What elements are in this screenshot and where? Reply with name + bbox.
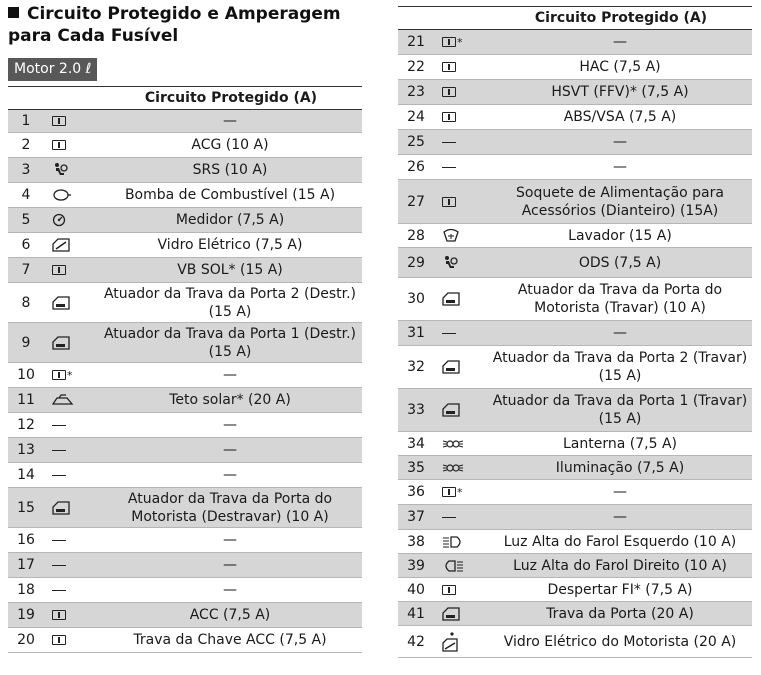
fuse-number: 6	[21, 237, 31, 253]
manual-icon	[434, 55, 488, 79]
table-row	[8, 488, 362, 528]
protected-circuit: HSVT (FFV)* (7,5 A)	[551, 84, 689, 100]
protected-circuit: —	[613, 484, 627, 500]
protected-circuit: VB SOL* (15 A)	[177, 262, 283, 278]
manual-icon	[44, 628, 98, 652]
protected-circuit: Teto solar* (20 A)	[169, 392, 291, 408]
protected-circuit: —	[613, 509, 627, 525]
table-row	[8, 208, 362, 233]
fuel-pump-icon	[44, 183, 98, 207]
protected-circuit: ACG (10 A)	[191, 137, 269, 153]
manual-icon	[44, 133, 98, 157]
fuse-number: 20	[17, 632, 35, 648]
table-row	[8, 438, 362, 463]
table-row	[398, 505, 752, 530]
table-row	[398, 224, 752, 248]
table-row	[398, 432, 752, 456]
protected-circuit: —	[223, 467, 237, 483]
protected-circuit: —	[223, 417, 237, 433]
fuse-table-left	[8, 86, 362, 653]
protected-circuit: —	[223, 113, 237, 129]
fuse-number: 19	[17, 607, 35, 623]
table-row	[398, 530, 752, 554]
protected-circuit: ODS (7,5 A)	[578, 254, 662, 271]
parking-light-icon	[434, 456, 488, 479]
table-row	[398, 80, 752, 105]
door-lock-icon	[44, 283, 98, 322]
table-header: Circuito Protegido (A)	[8, 86, 362, 110]
protected-circuit: Atuador da Trava da Porta 1 (Travar) (15 A)	[492, 393, 748, 427]
dash-icon	[434, 155, 488, 179]
sunroof-icon	[44, 388, 98, 412]
protected-circuit: Trava da Porta (20 A)	[546, 605, 694, 622]
dash-icon	[434, 321, 488, 345]
protected-circuit: SRS (10 A)	[192, 162, 268, 178]
table-row	[8, 158, 362, 183]
table-row	[398, 130, 752, 155]
fuse-number: 34	[407, 435, 425, 452]
table-row	[398, 456, 752, 480]
table-row	[8, 323, 362, 363]
protected-circuit: ABS/VSA (7,5 A)	[563, 109, 677, 125]
door-lock-icon	[44, 488, 98, 527]
protected-circuit: Soquete de Alimentação para Acessórios (Dianteiro) (15A)	[516, 184, 724, 219]
fuse-number: 17	[17, 557, 35, 573]
protected-circuit: —	[223, 557, 237, 573]
bullet-square	[8, 7, 19, 18]
fuse-number: 1	[21, 113, 31, 129]
fuse-number: 41	[407, 605, 425, 622]
fuse-number: 4	[21, 187, 31, 203]
table-row	[398, 55, 752, 80]
protected-circuit: —	[223, 367, 237, 383]
fuse-number: 23	[407, 84, 425, 100]
fuse-number: 28	[407, 227, 425, 244]
fuse-table-right	[398, 6, 752, 658]
table-row	[398, 626, 752, 658]
protected-circuit: ACC (7,5 A)	[189, 607, 271, 623]
fuse-number: 8	[21, 294, 31, 311]
table-row	[8, 283, 362, 323]
fuse-number: 29	[407, 254, 425, 271]
high-beam-left-icon	[434, 530, 488, 553]
table-row	[8, 578, 362, 603]
table-row	[398, 105, 752, 130]
fuse-number: 12	[17, 417, 35, 433]
door-lock-icon	[434, 278, 488, 320]
table-row	[8, 628, 362, 653]
asterisk: *	[457, 485, 463, 499]
dash-icon	[44, 553, 98, 577]
protected-circuit: Atuador da Trava da Porta 2 (Destr.) (15 A)	[103, 285, 357, 320]
airbag-icon	[44, 158, 98, 182]
table-row	[8, 363, 362, 388]
page-title: Circuito Protegido e Amperagem para Cada Fusível	[8, 4, 341, 46]
fuse-number: 18	[17, 582, 35, 598]
table-row	[8, 233, 362, 258]
table-row	[398, 346, 752, 389]
fuse-number: 32	[407, 359, 425, 375]
table-row	[398, 180, 752, 224]
fuse-number: 22	[407, 59, 425, 75]
door-lock-icon	[44, 323, 98, 362]
dash-icon	[44, 528, 98, 552]
fuse-number: 26	[407, 159, 425, 175]
fuse-number: 11	[17, 392, 35, 408]
manual-icon	[44, 258, 98, 282]
fuse-number: 2	[21, 137, 31, 153]
table-row	[8, 463, 362, 488]
table-body	[398, 30, 752, 658]
protected-circuit: Lavador (15 A)	[568, 227, 672, 244]
protected-circuit: —	[223, 532, 237, 548]
protected-circuit: —	[613, 134, 627, 150]
manual-icon	[434, 30, 488, 54]
table-row	[398, 248, 752, 278]
fuse-number: 38	[407, 533, 425, 550]
table-row	[8, 553, 362, 578]
fuse-number: 3	[21, 162, 31, 178]
protected-circuit: —	[223, 582, 237, 598]
door-lock-icon	[434, 389, 488, 431]
fuse-number: 7	[21, 262, 31, 278]
protected-circuit: Bomba de Combustível (15 A)	[124, 187, 336, 203]
fuse-number: 31	[407, 325, 425, 341]
dash-icon	[434, 505, 488, 529]
protected-circuit: Trava da Chave ACC (7,5 A)	[133, 632, 327, 648]
protected-circuit: —	[613, 159, 627, 175]
dash-icon	[44, 438, 98, 462]
door-lock-icon	[434, 602, 488, 625]
protected-circuit: —	[223, 442, 237, 458]
table-row	[8, 603, 362, 628]
protected-circuit: HAC (7,5 A)	[579, 59, 661, 75]
protected-circuit: —	[613, 34, 627, 50]
table-row	[398, 602, 752, 626]
asterisk: *	[457, 35, 463, 49]
manual-icon	[44, 603, 98, 627]
table-row	[398, 321, 752, 346]
table-row	[8, 183, 362, 208]
fuse-number: 39	[407, 557, 425, 574]
table-row	[398, 389, 752, 432]
protected-circuit: Vidro Elétrico do Motorista (20 A)	[503, 633, 737, 650]
table-row	[8, 388, 362, 413]
protected-circuit: Atuador da Trava da Porta 1 (Destr.) (15 A)	[103, 325, 357, 360]
high-beam-right-icon	[434, 554, 488, 577]
power-window-icon	[44, 233, 98, 257]
door-lock-icon	[434, 346, 488, 388]
table-header: Circuito Protegido (A)	[398, 6, 752, 30]
gauge-icon	[44, 208, 98, 232]
protected-circuit: —	[613, 325, 627, 341]
table-row	[398, 30, 752, 55]
protected-circuit: Luz Alta do Farol Direito (10 A)	[513, 557, 727, 574]
manual-icon	[44, 363, 98, 387]
table-row	[398, 554, 752, 578]
manual-icon	[434, 578, 488, 601]
fuse-number: 13	[17, 442, 35, 458]
protected-circuit: Iluminação (7,5 A)	[555, 459, 685, 476]
fuse-number: 16	[17, 532, 35, 548]
dash-icon	[44, 413, 98, 437]
manual-icon	[434, 180, 488, 223]
fuse-number: 36	[407, 484, 425, 500]
fuse-number: 42	[407, 633, 425, 650]
manual-icon	[434, 480, 488, 504]
protected-circuit: Medidor (7,5 A)	[175, 212, 285, 228]
fuse-number: 35	[407, 459, 425, 476]
manual-icon	[434, 105, 488, 129]
fuse-number: 9	[21, 334, 31, 351]
fuse-number: 10	[17, 367, 35, 383]
asterisk: *	[67, 368, 73, 382]
fuse-number: 24	[407, 109, 425, 125]
protected-circuit: Atuador da Trava da Porta do Motorista (Travar) (10 A)	[517, 282, 723, 316]
fuse-number: 30	[407, 291, 425, 307]
dash-icon	[44, 463, 98, 487]
washer-icon	[434, 224, 488, 247]
fuse-number: 33	[407, 402, 425, 418]
table-row	[8, 258, 362, 283]
protected-circuit: Atuador da Trava da Porta do Motorista (Destravar) (10 A)	[127, 490, 333, 525]
protected-circuit: Luz Alta do Farol Esquerdo (10 A)	[503, 533, 737, 550]
table-row	[398, 480, 752, 505]
table-row	[8, 413, 362, 438]
protected-circuit: Atuador da Trava da Porta 2 (Travar) (15 A)	[492, 350, 748, 384]
manual-icon	[44, 110, 98, 132]
fuse-number: 27	[407, 193, 425, 210]
table-row	[398, 278, 752, 321]
fuse-number: 37	[407, 509, 425, 525]
fuse-number: 15	[17, 499, 35, 516]
dash-icon	[434, 130, 488, 154]
protected-circuit: Despertar FI* (7,5 A)	[547, 581, 693, 598]
airbag-icon	[434, 248, 488, 277]
fuse-number: 14	[17, 467, 35, 483]
fuse-number: 5	[21, 212, 31, 228]
table-row	[8, 133, 362, 158]
protected-circuit: Vidro Elétrico (7,5 A)	[157, 237, 303, 253]
dash-icon	[44, 578, 98, 602]
table-row	[398, 578, 752, 602]
engine-label: Motor 2.0 ℓ	[8, 58, 97, 81]
manual-icon	[434, 80, 488, 104]
table-row	[8, 110, 362, 133]
protected-circuit: Lanterna (7,5 A)	[563, 435, 677, 452]
table-body	[8, 110, 362, 653]
fuse-number: 25	[407, 134, 425, 150]
parking-light-icon	[434, 432, 488, 455]
fuse-number: 21	[407, 34, 425, 50]
fuse-number: 40	[407, 581, 425, 598]
table-row	[398, 155, 752, 180]
table-row	[8, 528, 362, 553]
driver-window-icon	[434, 626, 488, 657]
